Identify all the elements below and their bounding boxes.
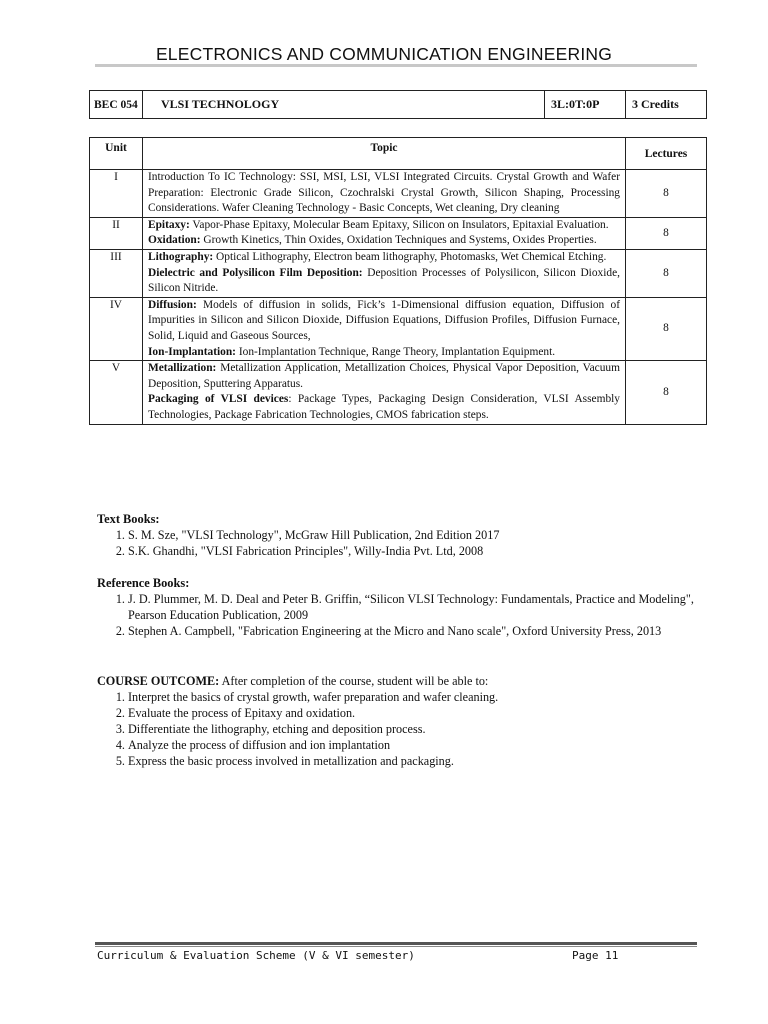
topic-cell (143, 170, 626, 218)
table-row (90, 217, 707, 249)
topic-cell (143, 361, 626, 424)
topic-cell (143, 217, 626, 249)
course-outcome-heading (97, 673, 709, 689)
list-item: 3. Differentiate the lithography, etching and deposition process. (128, 721, 709, 737)
lecture-count: 8 (626, 297, 707, 360)
list-item: 1. J. D. Plummer, M. D. Deal and Peter B. Griffin, “Silicon VLSI Technology: Fundamentals, Practice and Modeling", Pearson Education Publication, 2009 (128, 591, 709, 623)
topic-paragraph (148, 361, 620, 392)
syllabus-table (89, 137, 707, 425)
topic-text: : Package Types, Packaging Design Consideration, VLSI Assembly Technologies, Package Fabrication Technologies, CMOS fabrication steps. (148, 393, 621, 421)
topic-paragraph (148, 298, 620, 345)
reference-books-heading: Reference Books: (97, 576, 190, 590)
topic-paragraph (148, 233, 620, 249)
unit-number: III (90, 249, 143, 297)
table-row (90, 361, 707, 424)
lectures-column-header: Lectures (626, 138, 707, 170)
list-item: 1. S. M. Sze, "VLSI Technology", McGraw Hill Publication, 2nd Edition 2017 (128, 527, 709, 543)
reference-books-list (97, 591, 709, 639)
topic-text: Growth Kinetics, Thin Oxides, Oxidation Techniques and Systems, Oxides Properties. (200, 234, 597, 247)
topic-text: Models of diffusion in solids, Fick’s 1-Dimensional diffusion equation, Diffusion of Impurities in Silicon and Silicon Dioxide, Diffusion Equations, Diffusion Profiles, Diffusion Furnace, Solid, Liquid and Gaseous Sources, (148, 298, 620, 342)
course-info-table (89, 90, 707, 119)
topic-text: Vapor-Phase Epitaxy, Molecular Beam Epitaxy, Silicon on Insulators, Epitaxial Evaluation. (189, 218, 609, 231)
page-number: Page 11 (572, 949, 619, 962)
course-name: VLSI TECHNOLOGY (143, 91, 545, 119)
topic-paragraph (148, 266, 620, 297)
topic-column-header: Topic (143, 138, 626, 170)
unit-number: I (90, 170, 143, 218)
table-row (90, 249, 707, 297)
course-outcome-intro: After completion of the course, student will be able to: (219, 674, 489, 688)
list-item: 2. S.K. Ghandhi, "VLSI Fabrication Principles", Willy-India Pvt. Ltd, 2008 (128, 543, 709, 559)
topic-heading: Ion-Implantation: (148, 345, 236, 358)
footer-rule-thin (95, 946, 697, 947)
topic-text: Ion-Implantation Technique, Range Theory, Implantation Equipment. (235, 345, 556, 358)
course-outcome-list (97, 689, 709, 769)
topic-cell (143, 249, 626, 297)
page-header-title: ELECTRONICS AND COMMUNICATION ENGINEERING (155, 44, 613, 64)
lecture-count: 8 (626, 217, 707, 249)
list-item: 4. Analyze the process of diffusion and ion implantation (128, 737, 709, 753)
unit-column-header: Unit (90, 138, 143, 170)
unit-number: II (90, 217, 143, 249)
course-credits: 3 Credits (626, 91, 707, 119)
topic-paragraph (148, 218, 620, 234)
topic-paragraph (148, 250, 620, 266)
lecture-count: 8 (626, 170, 707, 218)
topic-text: Introduction To IC Technology: SSI, MSI, LSI, VLSI Integrated Circuits. Crystal Growth and Wafer Preparation: Electronic Grade Silicon, Czochralski Crystal Growth, Silicon Shaping, Processing Considerations. Wafer Cleaning Technology - Basic Concepts, Wet cleaning, Dry cleaning (148, 171, 620, 215)
list-item: 2. Stephen A. Campbell, "Fabrication Engineering at the Micro and Nano scale", Oxford University Press, 2013 (128, 623, 709, 639)
table-row (90, 297, 707, 360)
list-item: 2. Evaluate the process of Epitaxy and oxidation. (128, 705, 709, 721)
text-books-list (97, 527, 709, 559)
topic-text: Deposition Processes of Polysilicon, Silicon Dioxide, Silicon Nitride. (148, 266, 620, 295)
lecture-count: 8 (626, 249, 707, 297)
reference-books-section (97, 575, 709, 639)
topic-heading: Diffusion: (148, 298, 197, 311)
text-books-section (97, 511, 709, 559)
topic-paragraph (148, 345, 620, 361)
topic-text: Metallization Application, Metallization Choices, Physical Vapor Deposition, Vacuum Deposition, Sputtering Apparatus. (148, 362, 620, 390)
unit-number: IV (90, 297, 143, 360)
course-ltp: 3L:0T:0P (545, 91, 626, 119)
topic-heading: Lithography: (148, 250, 214, 263)
course-outcome-label: COURSE OUTCOME: (97, 674, 220, 688)
unit-number: V (90, 361, 143, 424)
topic-heading: Oxidation: (148, 234, 201, 247)
course-outcome-section (97, 673, 709, 769)
syllabus-header-row (90, 138, 707, 170)
topic-paragraph (148, 170, 620, 217)
list-item: 1. Interpret the basics of crystal growth, wafer preparation and wafer cleaning. (128, 689, 709, 705)
topic-heading: Packaging of VLSI devices (148, 393, 289, 406)
header-rule (95, 64, 697, 67)
topic-heading: Epitaxy: (148, 218, 190, 231)
lecture-count: 8 (626, 361, 707, 424)
topic-heading: Dielectric and Polysilicon Film Deposition: (148, 266, 363, 279)
course-code: BEC 054 (90, 91, 143, 119)
footer-rule (95, 942, 697, 945)
topic-text: Optical Lithography, Electron beam lithography, Photomasks, Wet Chemical Etching. (213, 250, 607, 263)
topic-heading: Metallization: (148, 362, 217, 375)
table-row (90, 170, 707, 218)
list-item: 5. Express the basic process involved in metallization and packaging. (128, 753, 709, 769)
topic-cell (143, 297, 626, 360)
topic-paragraph (148, 392, 620, 423)
text-books-heading: Text Books: (97, 512, 160, 526)
footer-scheme-label: Curriculum & Evaluation Scheme (V & VI semester) (97, 949, 415, 962)
